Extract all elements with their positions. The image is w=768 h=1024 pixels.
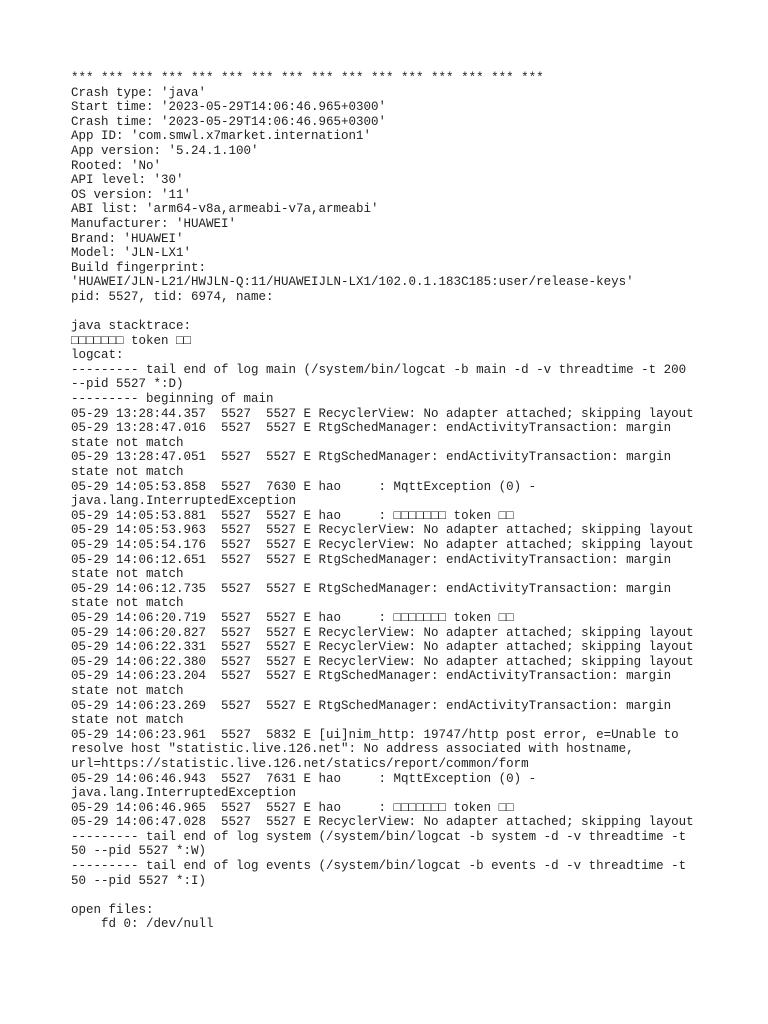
blank-line <box>71 305 731 320</box>
log-line: 05-29 14:06:20.827 5527 5527 E RecyclerView: No adapter attached; skipping layout <box>71 625 694 640</box>
log-line: 05-29 14:05:54.176 5527 5527 E RecyclerView: No adapter attached; skipping layout <box>71 538 694 552</box>
log-line: API level: '30' <box>71 173 184 188</box>
log-line: 05-29 14:06:23.204 5527 5527 E RtgSchedManager: endActivityTransaction: margin <box>71 669 672 684</box>
log-line: 'HUAWEI/JLN-L21/HWJLN-Q:11/HUAWEIJLN-LX1/102.0.1.183C185:user/release-keys' <box>71 275 634 290</box>
log-line: Brand: 'HUAWEI' <box>71 231 184 246</box>
log-line: Rooted: 'No' <box>71 158 162 173</box>
log-line: logcat: <box>71 348 124 363</box>
log-line: 50 --pid 5527 *:I) <box>71 873 207 888</box>
log-line: --pid 5527 *:D) <box>71 377 184 392</box>
blank-line <box>71 888 731 903</box>
log-line: java stacktrace: <box>71 319 192 334</box>
log-line: ABI list: 'arm64-v8a,armeabi-v7a,armeabi' <box>71 202 379 217</box>
log-line: 05-29 14:06:23.961 5527 5832 E [ui]nim_http: 19747/http post error, e=Unable to <box>71 727 679 742</box>
log-line: java.lang.InterruptedException <box>71 494 297 509</box>
log-line: Crash type: 'java' <box>71 85 207 100</box>
log-line: state not match <box>71 683 184 698</box>
log-line: Manufacturer: 'HUAWEI' <box>71 216 237 231</box>
log-line: open files: <box>71 902 154 917</box>
log-line: 05-29 14:05:53.881 5527 5527 E hao : □□□□□□□ token □□ <box>71 508 514 523</box>
log-line: 05-29 13:28:47.051 5527 5527 E RtgSchedManager: endActivityTransaction: margin <box>71 450 672 465</box>
crash-log-document <box>71 71 731 932</box>
log-line: 50 --pid 5527 *:W) <box>71 844 207 859</box>
log-line: pid: 5527, tid: 6974, name: <box>71 289 274 304</box>
log-line: state not match <box>71 713 184 728</box>
log-line: 05-29 14:06:12.735 5527 5527 E RtgSchedManager: endActivityTransaction: margin <box>71 581 672 596</box>
log-line: fd 0: /dev/null <box>71 917 214 932</box>
log-line: 05-29 14:05:53.858 5527 7630 E hao : MqttException (0) - <box>71 479 537 494</box>
log-line: --------- beginning of main <box>71 392 274 407</box>
log-line: resolve host "statistic.live.126.net": No address associated with hostname, <box>71 742 634 757</box>
log-line: Model: 'JLN-LX1' <box>71 246 192 261</box>
log-line: App ID: 'com.smwl.x7market.internation1' <box>71 129 372 144</box>
log-line: state not match <box>71 567 184 582</box>
log-line: App version: '5.24.1.100' <box>71 143 259 158</box>
log-line: 05-29 14:06:12.651 5527 5527 E RtgSchedManager: endActivityTransaction: margin <box>71 552 672 567</box>
log-line: 05-29 14:06:22.331 5527 5527 E RecyclerView: No adapter attached; skipping layout <box>71 640 694 655</box>
log-line: □□□□□□□ token □□ <box>71 333 192 348</box>
log-line: 05-29 13:28:47.016 5527 5527 E RtgSchedManager: endActivityTransaction: margin <box>71 421 672 436</box>
log-line: state not match <box>71 465 184 480</box>
log-line: 05-29 14:06:23.269 5527 5527 E RtgSchedManager: endActivityTransaction: margin <box>71 698 672 713</box>
log-line: 05-29 14:06:20.719 5527 5527 E hao : □□□□□□□ token □□ <box>71 610 514 625</box>
log-line: 05-29 14:06:47.028 5527 5527 E RecyclerView: No adapter attached; skipping layout <box>71 815 694 830</box>
log-line: state not match <box>71 435 184 450</box>
log-line: --------- tail end of log system (/system/bin/logcat -b system -d -v threadtime -t <box>71 829 687 844</box>
log-line: Start time: '2023-05-29T14:06:46.965+0300' <box>71 100 387 115</box>
log-line: 05-29 14:06:22.380 5527 5527 E RecyclerView: No adapter attached; skipping layout <box>71 654 694 669</box>
log-line: 05-29 14:06:46.943 5527 7631 E hao : MqttException (0) - <box>71 771 537 786</box>
log-line: --------- tail end of log main (/system/bin/logcat -b main -d -v threadtime -t 200 <box>71 362 687 377</box>
log-line: 05-29 14:05:53.963 5527 5527 E RecyclerView: No adapter attached; skipping layout <box>71 523 694 538</box>
log-line: 05-29 14:06:46.965 5527 5527 E hao : □□□□□□□ token □□ <box>71 800 514 815</box>
log-line: Build fingerprint: <box>71 260 207 275</box>
log-line: java.lang.InterruptedException <box>71 786 297 801</box>
log-line: *** *** *** *** *** *** *** *** *** *** *** *** *** *** *** *** <box>71 71 544 85</box>
log-line: OS version: '11' <box>71 187 192 202</box>
log-line: Crash time: '2023-05-29T14:06:46.965+0300' <box>71 114 387 129</box>
log-line: state not match <box>71 596 184 611</box>
log-line: 05-29 13:28:44.357 5527 5527 E RecyclerView: No adapter attached; skipping layout <box>71 406 694 421</box>
log-line: --------- tail end of log events (/system/bin/logcat -b events -d -v threadtime -t <box>71 859 687 874</box>
log-line: url=https://statistic.live.126.net/statics/report/common/form <box>71 756 529 771</box>
